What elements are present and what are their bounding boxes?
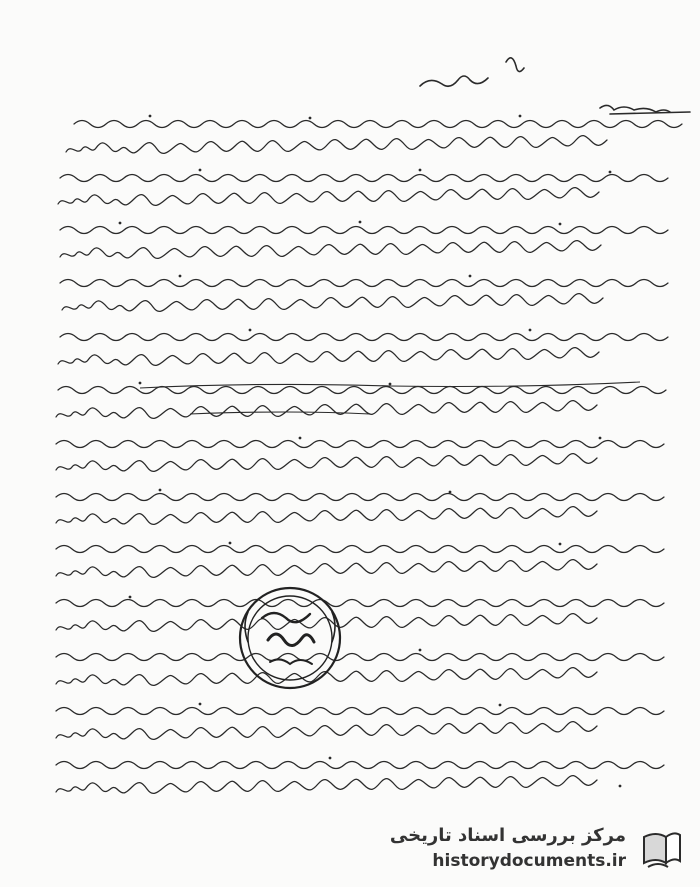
handwritten-body <box>56 121 682 794</box>
watermark-title: مرکز بررسی اسناد تاریخی <box>389 825 626 846</box>
circular-seal <box>240 588 340 688</box>
watermark <box>389 819 692 879</box>
handwriting-dots <box>119 115 622 788</box>
watermark-url[interactable]: historydocuments.ir <box>432 851 626 871</box>
book-logo-icon <box>636 823 686 873</box>
handwritten-header <box>420 58 690 114</box>
